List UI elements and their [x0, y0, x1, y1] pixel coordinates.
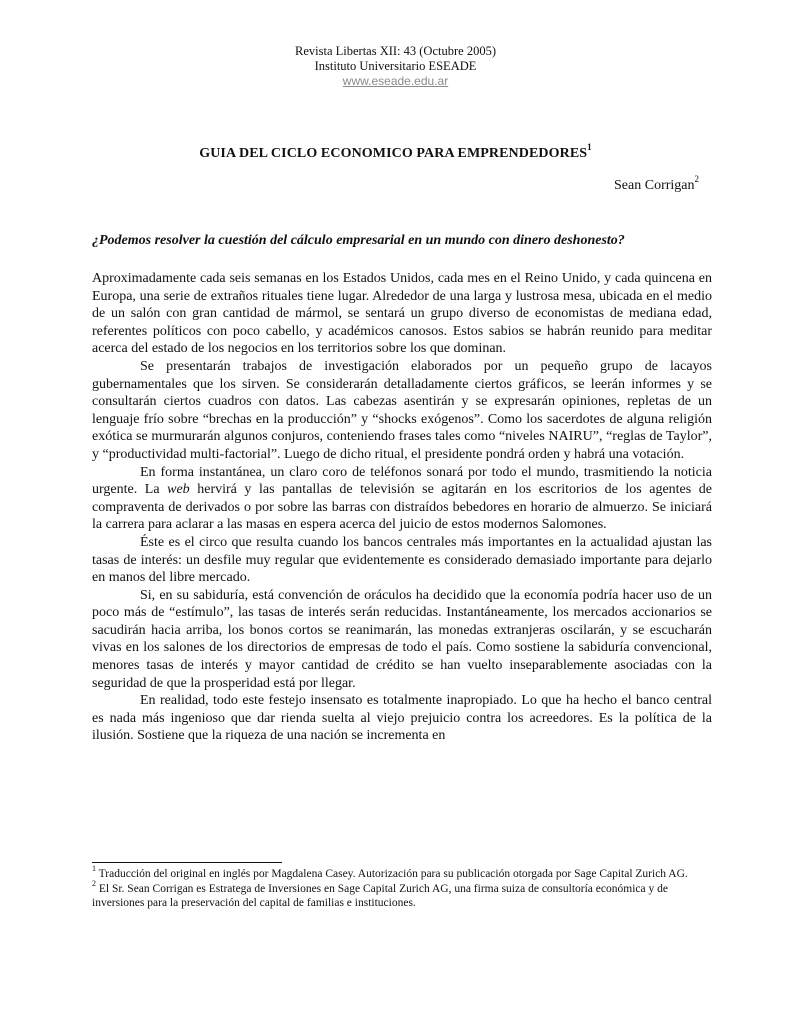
running-header [0, 44, 791, 89]
institution-name: Instituto Universitario ESEADE [314, 59, 477, 73]
footnote-ref-1: 1 [587, 142, 592, 153]
footnotes [92, 864, 712, 911]
paragraph-3-part-1: En forma instantánea, un claro coro de teléfonos sonará por todo el mundo, trasmitiendo la noticia urgente. La [92, 464, 712, 498]
paragraph-3-emphasis: web [167, 482, 190, 498]
paragraph-4: Éste es el circo que resulta cuando los bancos centrales más importantes en la actualidad ajustan las tasas de interés: un desfile muy regular que evidentemente es considerado demasiado importante para dejarlo en manos del libre mercado. [92, 534, 712, 586]
article-title [0, 142, 791, 162]
footnote-1 [92, 864, 712, 882]
footnote-2-text: El Sr. Sean Corrigan es Estratega de Inversiones en Sage Capital Zurich AG, una firma suiza de consultoría económica y de inversiones para la preservación del capital de familias e instituciones. [92, 882, 668, 909]
article-title-text: GUIA DEL CICLO ECONOMICO PARA EMPRENDEDORES [199, 146, 588, 161]
footnote-1-text: Traducción del original en inglés por Magdalena Casey. Autorización para su publicación otorgada por Sage Capital Zurich AG. [98, 868, 688, 880]
footnote-ref-2: 2 [694, 174, 699, 185]
author-byline [614, 174, 699, 194]
paragraph-5: Si, en su sabiduría, está convención de oráculos ha decidido que la economía podría hacer uso de un poco más de “estímulo”, las tasas de interés serán reducidas. Instantáneamente, los mercados accionarios se sacudirán hacia arriba, los bonos cortos se reanimarán, las monedas extranjeras oscilarán, y se escucharán vivas en los salones de los directorios de empresas de todo el país. Como sostiene la sabiduría convencional, menores tasas de interés y mayor cantidad de crédito se han vuelto inseparablemente asociadas con la seguridad de que la prosperidad está por llegar. [92, 587, 712, 691]
footnote-divider [92, 862, 282, 863]
paragraph-2: Se presentarán trabajos de investigación elaborados por un pequeño grupo de lacayos gubernamentales que los sirven. Se considerarán detalladamente ciertos gráficos, se leerán informes y se consultarán ciertos cuadros con datos. Las cabezas asentirán y se expresarán opiniones, repletas de un lenguaje frío sobre “brechas en la producción” y “shocks exógenos”. Como los sacerdotes de alguna religión exótica se murmurarán algunos conjuros, conteniendo frases tales como “niveles NAIRU”, “reglas de Taylor”, y “productividad multi-factorial”. Luego de dicho ritual, el presidente pondrá orden y habrá una votación. [92, 358, 712, 462]
paragraph-6: En realidad, todo este festejo insensato es totalmente inapropiado. Lo que ha hecho el banco central es nada más ingenioso que dar rienda suelta al viejo prejuicio contra los acreedores. Es la política de la ilusión. Sostiene que la riqueza de una nación se incrementa en [92, 693, 712, 744]
website-link[interactable]: www.eseade.edu.ar [342, 74, 449, 88]
article-body [92, 270, 712, 745]
footnote-2-number: 2 [92, 878, 96, 888]
lead-question: ¿Podemos resolver la cuestión del cálculo empresarial en un mundo con dinero deshonesto? [92, 233, 625, 248]
paragraph-1: Aproximadamente cada seis semanas en los Estados Unidos, cada mes en el Reino Unido, y cada quincena en Europa, una serie de extraños rituales tiene lugar. Alrededor de una larga y lustrosa mesa, ubicada en el medio de un salón con gran cantidad de mármol, se sentará un grupo diverso de economistas de mediana edad, referentes políticos con poco cabello, y académicos canosos. Estos sabios se habrán reunido para meditar acerca del estado de los negocios en los territorios sobre los que dominan. [92, 271, 712, 357]
footnote-2 [92, 878, 712, 911]
footnote-1-number: 1 [92, 864, 96, 874]
paragraph-3 [92, 464, 712, 534]
paragraph-3-part-2: hervirá y las pantallas de televisión se agitarán en los escritorios de los agentes de compraventa de derivados o por sobre las barras con distraídos bebedores en horario de almuerzo. Se iniciará la carrera para aclarar a las masas en espera acerca del juicio de estos modernos Salomones. [92, 482, 712, 533]
author-name: Sean Corrigan [614, 178, 695, 193]
journal-citation: Revista Libertas XII: 43 (Octubre 2005) [295, 44, 496, 58]
